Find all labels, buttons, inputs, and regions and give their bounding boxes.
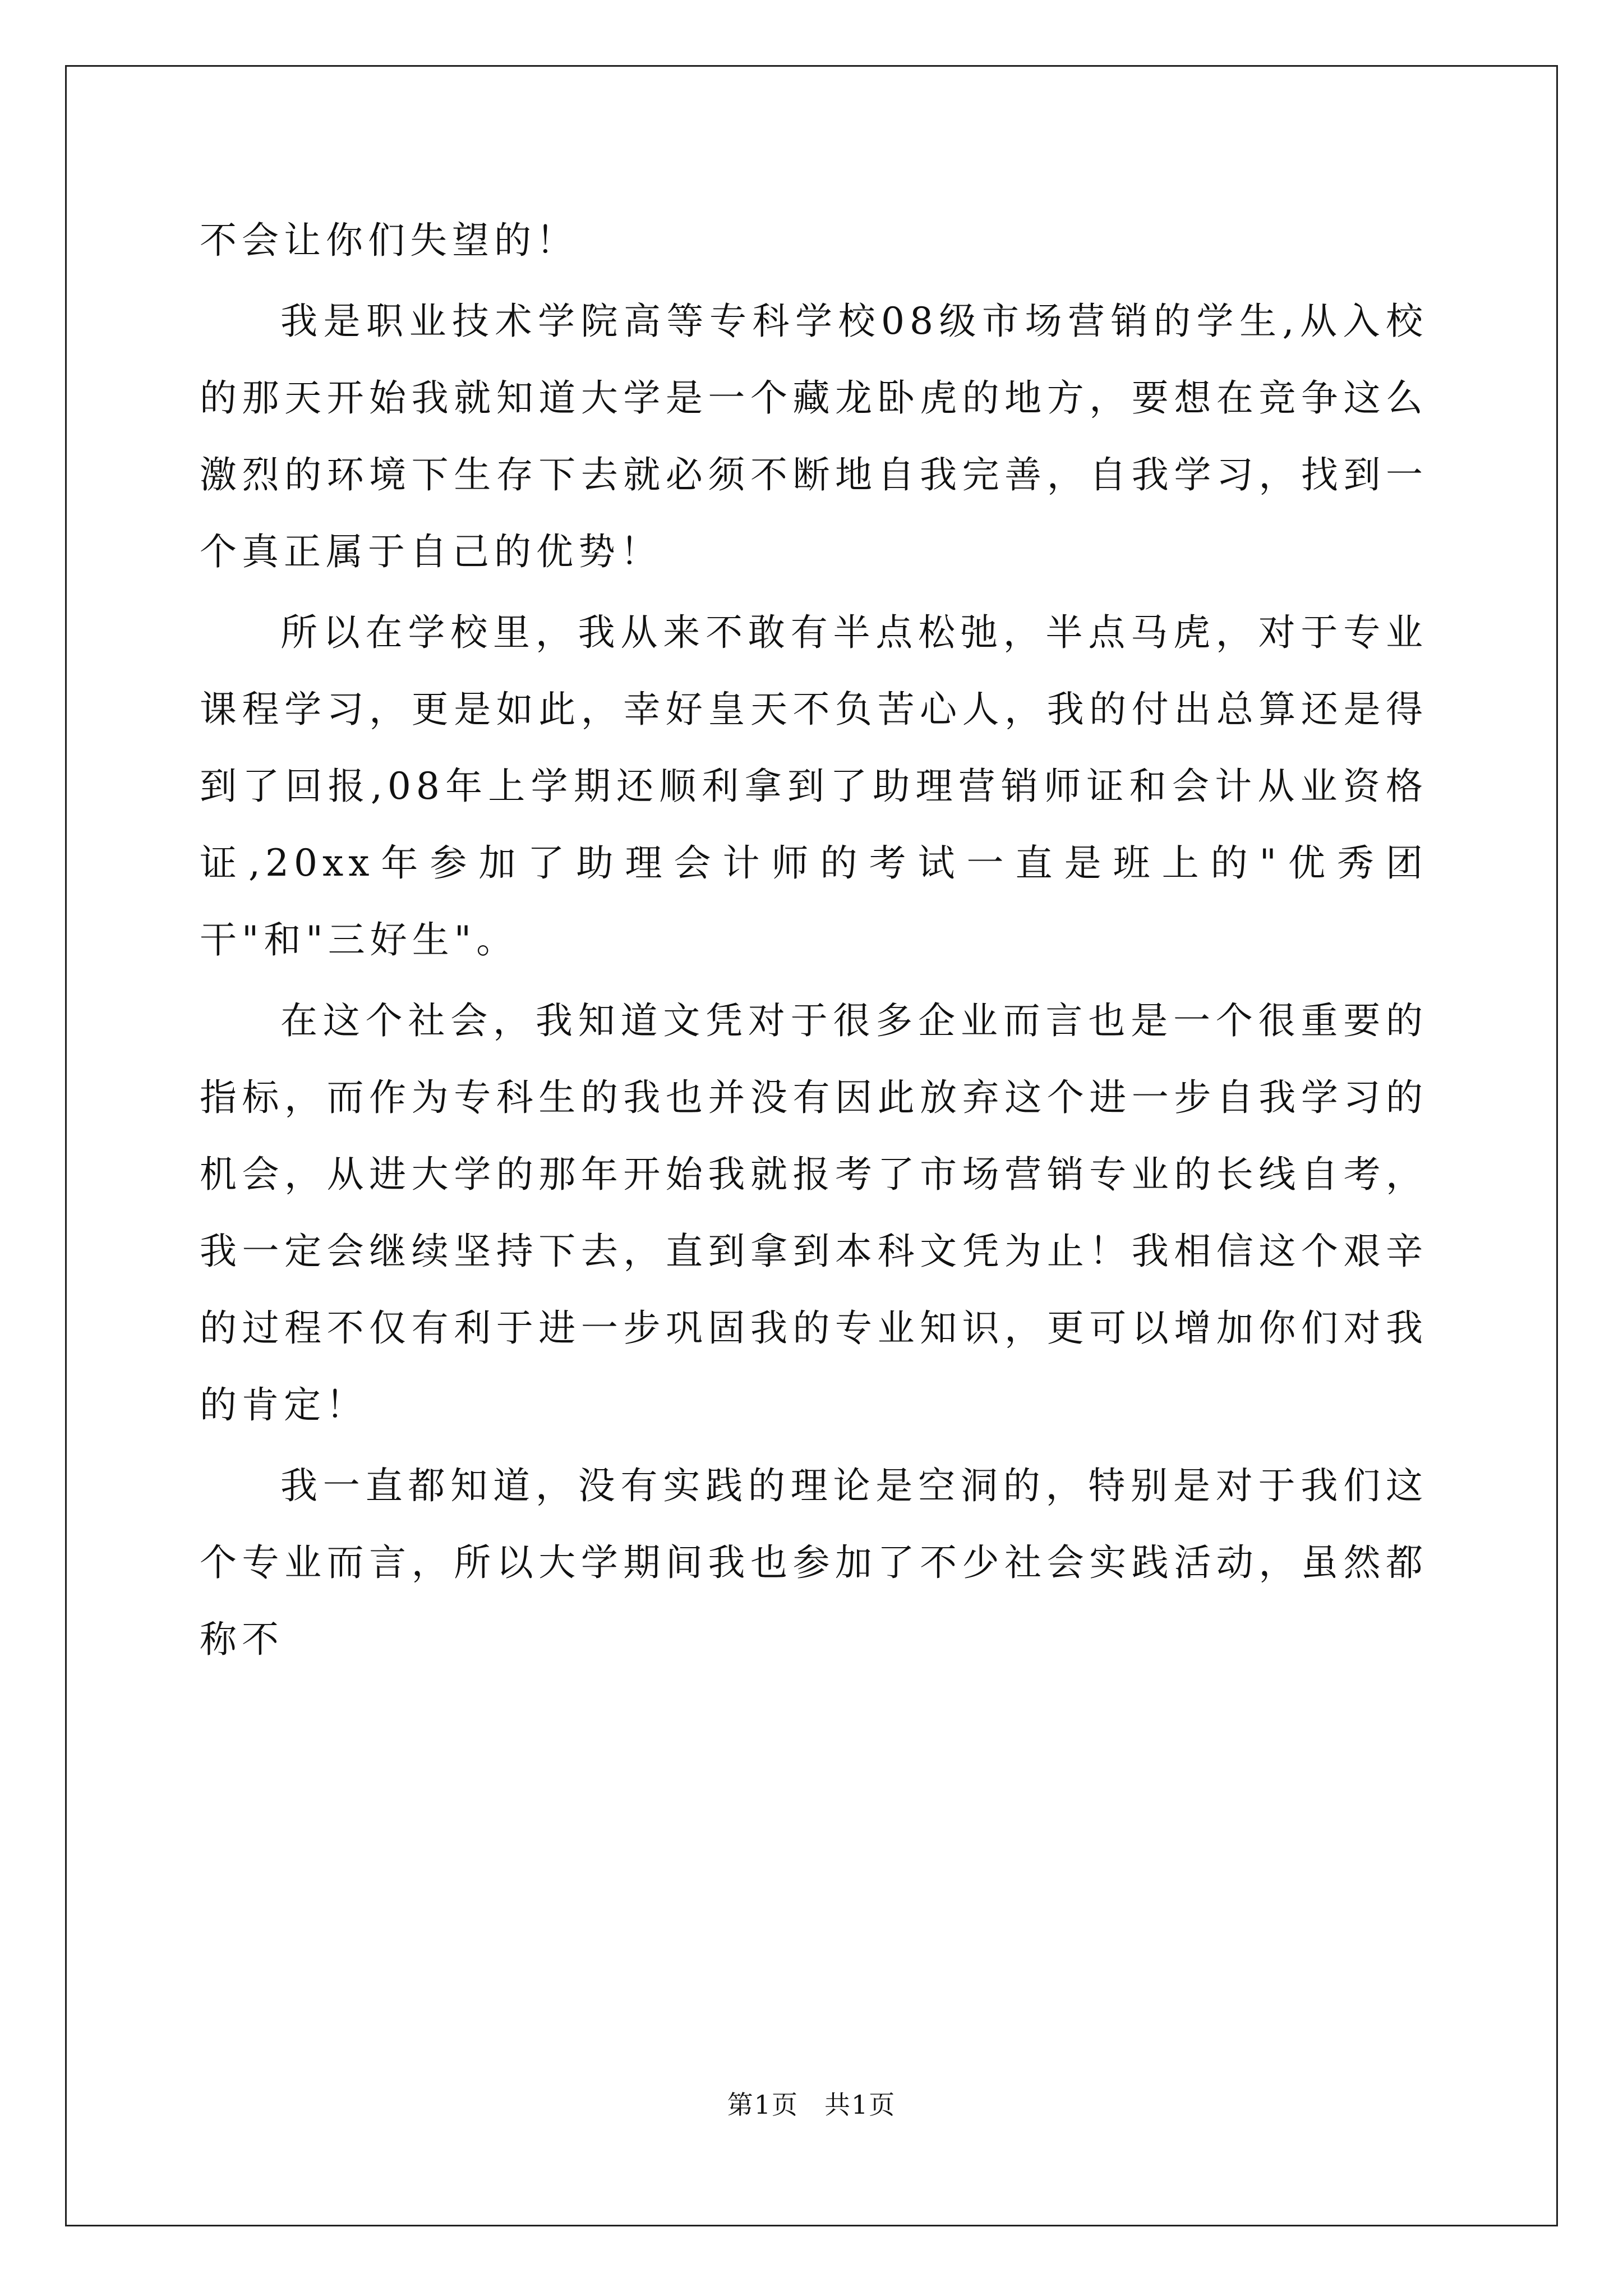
page-footer bbox=[0, 2088, 1623, 2122]
document-body bbox=[200, 202, 1428, 1678]
paragraph-4: 在这个社会，我知道文凭对于很多企业而言也是一个很重要的指标，而作为专科生的我也并没有因此放弃这个进一步自我学习的机会，从进大学的那年开始我就报考了市场营销专业的长线自考，我一定会继续坚持下去，直到拿到本科文凭为止！我相信这个艰辛的过程不仅有利于进一步巩固我的专业知识，更可以增加你们对我的肯定！ bbox=[200, 999, 1428, 1427]
paragraph-2: 我是职业技术学院高等专科学校08级市场营销的学生,从入校的那天开始我就知道大学是一个藏龙卧虎的地方，要想在竞争这么激烈的环境下生存下去就必须不断地自我完善，自我学习，找到一个真正属于自己的优势！ bbox=[200, 300, 1428, 573]
paragraph-3: 所以在学校里，我从来不敢有半点松弛，半点马虎，对于专业课程学习，更是如此，幸好皇天不负苦心人，我的付出总算还是得到了回报,08年上学期还顺利拿到了助理营销师证和会计从业资格证,20xx年参加了助理会计师的考试一直是班上的"优秀团干"和"三好生"。 bbox=[200, 611, 1428, 961]
paragraph-1: 不会让你们失望的！ bbox=[200, 219, 578, 262]
paragraph-5: 我一直都知道，没有实践的理论是空洞的，特别是对于我们这个专业而言，所以大学期间我也参加了不少社会实践活动，虽然都称不 bbox=[200, 1464, 1428, 1661]
page-number: 第1页 bbox=[727, 2090, 799, 2120]
page-total: 共1页 bbox=[824, 2090, 896, 2120]
